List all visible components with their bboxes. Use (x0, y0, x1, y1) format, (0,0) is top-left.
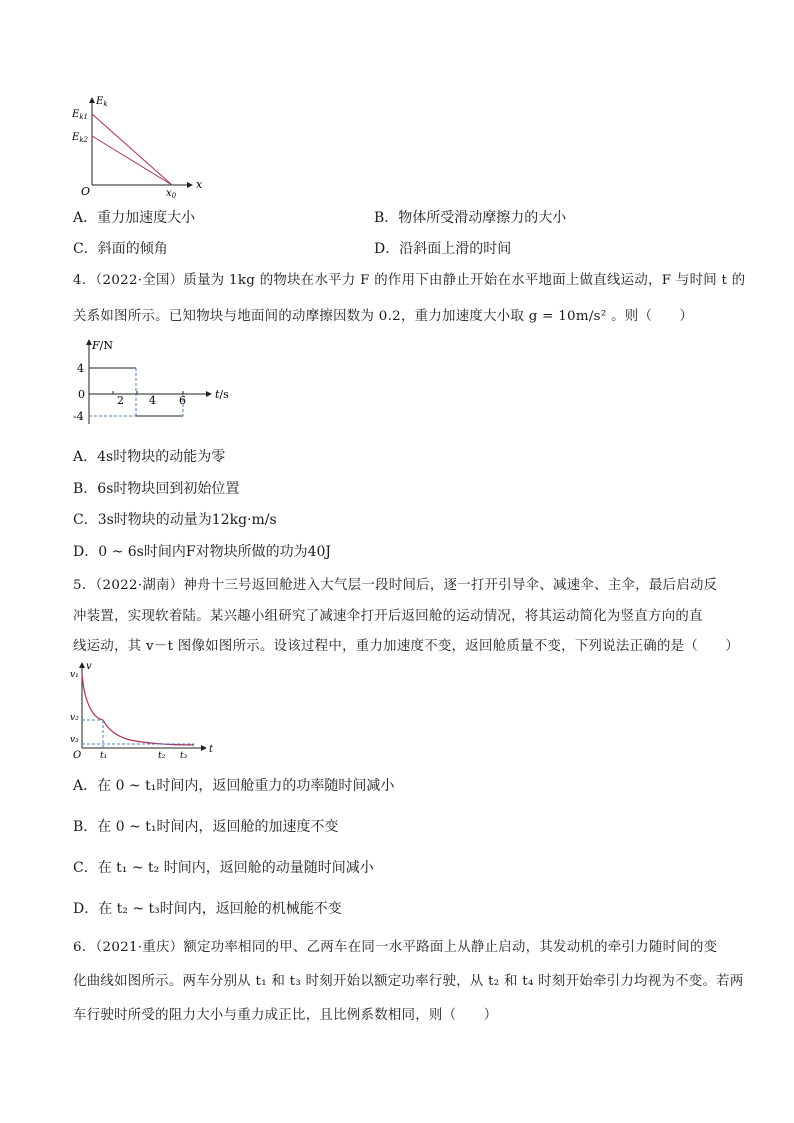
option-letter: B． (374, 210, 399, 226)
x-axis-label: x (196, 178, 203, 191)
ek2-label: $E_{k2}$ (72, 132, 89, 144)
option-letter: C． (73, 512, 98, 528)
q6-stem-line-2: 化曲线如图所示。两车分别从 t₁ 和 t₃ 时刻开始以额定功率行驶，从 t₂ 和 t₄ 时刻开始牵引力均视为不变。若两 (73, 974, 744, 989)
y-axis-label: $E_k$ (96, 96, 108, 108)
y-axis-label: F/N (92, 339, 113, 352)
force-time-graph (73, 336, 233, 432)
ek1-label: $E_{k1}$ (72, 109, 89, 121)
option-letter: D． (374, 241, 400, 257)
q3-option-b[interactable] (374, 207, 566, 227)
y-tick-neg4: -4 (73, 410, 84, 423)
x-axis-label: t/s (215, 388, 229, 401)
ek-x-graph (72, 92, 212, 200)
option-letter: D． (73, 901, 99, 917)
velocity-curve (82, 674, 194, 745)
option-text: 4s时物块的动能为零 (97, 449, 226, 465)
q5-option-a[interactable] (73, 775, 394, 795)
q3-option-d[interactable] (374, 238, 511, 258)
ek2-line (92, 136, 172, 185)
t1-label: t₁ (100, 751, 108, 760)
q4-option-c[interactable] (73, 509, 277, 529)
option-text: 0 ~ 6s时间内F对物块所做的功为40J (98, 544, 332, 560)
option-text: 在 t₁ ~ t₂ 时间内，返回舱的动量随时间减小 (97, 860, 374, 876)
q5-stem-line-1: 5．（2022·湖南）神舟十三号返回舱进入大气层一段时间后，逐一打开引导伞、减速伞、主伞，最后启动反 (73, 578, 718, 593)
q5-option-b[interactable] (73, 816, 339, 836)
q4-stem-line-2: 关系如图所示。已知物块与地面间的动摩擦因数为 0.2，重力加速度大小取 g = 10m/s² 。则（ ） (73, 309, 694, 324)
q6-stem-line-1: 6．（2021·重庆）额定功率相同的甲、乙两车在同一水平路面上从静止启动，其发动机的牵引力随时间的变 (73, 940, 718, 955)
option-text: 重力加速度大小 (97, 210, 196, 226)
x0-label: $x_0$ (166, 188, 177, 200)
ek1-line (92, 114, 172, 185)
option-letter: C． (73, 860, 98, 876)
q4-option-a[interactable] (73, 446, 225, 466)
t2-label: t₂ (158, 751, 166, 760)
q5-stem-line-3: 线运动，其 v－t 图像如图所示。设该过程中，重力加速度不变，返回舱质量不变，下列说法正确的是（ ） (73, 639, 740, 654)
origin-label: O (73, 750, 82, 760)
option-letter: B． (73, 481, 98, 497)
option-letter: C． (73, 241, 98, 257)
option-text: 6s时物块回到初始位置 (97, 481, 240, 497)
option-text: 在 0 ~ t₁时间内，返回舱重力的功率随时间减小 (97, 778, 395, 794)
v1-label: v₁ (70, 670, 79, 680)
x-tick-4: 4 (149, 394, 156, 407)
option-text: 物体所受滑动摩擦力的大小 (398, 210, 567, 226)
option-letter: A． (73, 778, 98, 794)
q4-option-d[interactable] (73, 541, 331, 561)
option-text: 在 0 ~ t₁时间内，返回舱的加速度不变 (97, 819, 339, 835)
option-letter: A． (73, 449, 98, 465)
y-axis-label: v (86, 661, 92, 672)
x-tick-6: 6 (179, 394, 186, 407)
velocity-time-graph (70, 660, 220, 760)
option-text: 沿斜面上滑的时间 (399, 241, 512, 257)
q6-stem-line-3: 车行驶时所受的阻力大小与重力成正比，且比例系数相同，则（ ） (73, 1008, 498, 1023)
q5-option-c[interactable] (73, 857, 374, 877)
q4-stem-line-1: 4．（2022·全国）质量为 1kg 的物块在水平力 F 的作用下由静止开始在水平地面上做直线运动，F 与时间 t 的 (73, 273, 746, 288)
q4-option-b[interactable] (73, 478, 239, 498)
option-letter: B． (73, 819, 98, 835)
option-text: 在 t₂ ~ t₃时间内，返回舱的机械能不变 (98, 901, 342, 917)
q3-option-a[interactable] (73, 207, 195, 227)
v2-label: v₂ (70, 713, 79, 723)
q5-stem-line-2: 冲装置，实现软着陆。某兴趣小组研究了减速伞打开后返回舱的运动情况，将其运动简化为竖直方向的直 (73, 609, 703, 624)
option-text: 3s时物块的动量为12kg·m/s (97, 512, 277, 528)
t3-label: t₃ (180, 751, 188, 760)
origin-label: O (81, 185, 91, 198)
x-axis-label: t (209, 744, 214, 755)
option-letter: A． (73, 210, 98, 226)
v3-label: v₃ (70, 735, 79, 745)
option-text: 斜面的倾角 (97, 241, 168, 257)
q5-option-d[interactable] (73, 898, 342, 918)
y-tick-0: 0 (78, 388, 85, 401)
x-tick-2: 2 (117, 394, 124, 407)
q3-option-c[interactable] (73, 238, 168, 258)
option-letter: D． (73, 544, 99, 560)
y-tick-4: 4 (77, 362, 84, 375)
